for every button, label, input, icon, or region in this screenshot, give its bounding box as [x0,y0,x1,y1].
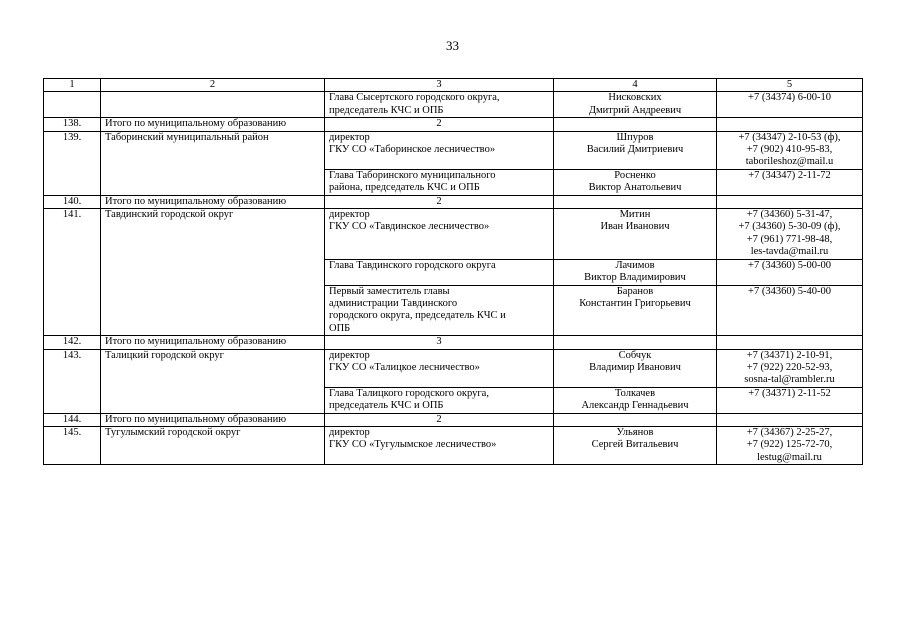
contact-cell-line: lestug@mail.ru [757,451,822,463]
empty-cell [554,336,717,349]
municipality-name: Талицкий городской округ [101,349,325,413]
municipality-name: Тугулымский городской округ [101,426,325,464]
total-count: 2 [325,413,554,426]
row-number: 142. [44,336,101,349]
position-cell-line: председатель КЧС и ОПБ [329,400,444,412]
position-cell-line: Глава Талицкого городского округа, [329,387,489,399]
empty-cell [554,195,717,208]
contact-cell [717,131,863,169]
contact-cell-line: +7 (34347) 2-10-53 (ф), [738,131,841,143]
table-row [44,209,863,260]
municipality-name: Тавдинский городской округ [101,209,325,336]
contact-cell-line: +7 (34347) 2-11-72 [748,169,831,181]
contact-cell [717,285,863,336]
person-cell-line: Виктор Анатольевич [588,182,682,194]
person-cell [554,387,717,413]
position-cell-line: городского округа, председатель КЧС и [329,310,506,322]
contact-cell-line: +7 (902) 410-95-83, [746,144,833,156]
contact-cell-line: taborileshoz@mail.u [745,156,834,168]
contact-cell-line: +7 (34371) 2-10-91, [746,349,833,361]
row-number: 144. [44,413,101,426]
total-count: 2 [325,118,554,131]
person-cell-line: Собчук [618,349,652,361]
empty-cell [554,118,717,131]
table-header-row [44,79,863,92]
total-row [44,336,863,349]
contact-cell [717,209,863,260]
position-cell-line: ГКУ СО «Тавдинское лесничество» [329,221,490,233]
empty-cell [554,413,717,426]
position-cell-line: ГКУ СО «Талицкое лесничество» [329,361,480,373]
contact-cell-line: +7 (34360) 5-40-00 [748,285,831,297]
contact-cell-line: +7 (34360) 5-30-09 (ф), [738,221,841,233]
contact-cell-line: les-tavda@mail.ru [750,246,829,258]
table-row [44,426,863,464]
contact-cell-line: +7 (34360) 5-00-00 [748,259,831,271]
municipality-name: Итого по муниципальному образованию [101,336,325,349]
person-cell-line: Василий Дмитриевич [586,144,684,156]
position-cell-line: Глава Сысертского городского округа, [329,92,500,104]
person-cell-line: Виктор Владимирович [584,272,686,284]
position-cell [325,169,554,195]
position-cell [325,426,554,464]
position-cell [325,131,554,169]
position-cell-line: председатель КЧС и ОПБ [329,104,444,116]
contact-cell-line: +7 (34371) 2-11-52 [748,387,831,399]
contact-cell [717,259,863,285]
municipality-name: Итого по муниципальному образованию [101,413,325,426]
empty-cell [717,336,863,349]
contact-cell [717,349,863,387]
person-cell [554,169,717,195]
contact-cell-line: +7 (922) 125-72-70, [746,439,833,451]
person-cell [554,92,717,118]
header-cell: 4 [554,79,717,92]
person-cell-line: Нисковских [608,92,662,104]
total-row [44,195,863,208]
position-cell-line: Глава Таборинского муниципального [329,169,496,181]
position-cell-line: ОПБ [329,322,351,334]
person-cell [554,209,717,260]
person-cell-line: Сергей Витальевич [591,439,679,451]
empty-cell [717,413,863,426]
contact-cell-line: +7 (34360) 5-31-47, [746,209,833,221]
person-cell-line: Ульянов [616,426,654,438]
person-cell-line: Баранов [616,285,654,297]
total-count: 3 [325,336,554,349]
table-row [44,349,863,387]
empty-cell [717,195,863,208]
person-cell-line: Дмитрий Андреевич [588,104,682,116]
contact-cell [717,92,863,118]
page-number: 33 [446,38,459,53]
header-cell: 1 [44,79,101,92]
position-cell-line: Глава Тавдинского городского округа [329,259,496,271]
total-row [44,118,863,131]
row-number [44,92,101,118]
position-cell-line: ГКУ СО «Таборинское лесничество» [329,144,496,156]
position-cell-line: директор [329,426,370,438]
position-cell-line: Первый заместитель главы [329,285,450,297]
position-cell-line: ГКУ СО «Тугулымское лесничество» [329,439,497,451]
position-cell [325,259,554,285]
position-cell-line: района, председатель КЧС и ОПБ [329,182,480,194]
contact-cell-line: +7 (34367) 2-25-27, [746,426,833,438]
contact-cell [717,426,863,464]
person-cell-line: Константин Григорьевич [579,297,691,309]
empty-cell [717,118,863,131]
total-count: 2 [325,195,554,208]
position-cell [325,387,554,413]
header-cell: 5 [717,79,863,92]
position-cell-line: директор [329,209,370,221]
person-cell-line: Александр Геннадьевич [581,400,689,412]
row-number: 145. [44,426,101,464]
contact-cell-line: +7 (922) 220-52-93, [746,361,833,373]
contact-cell [717,169,863,195]
person-cell-line: Владимир Иванович [589,361,681,373]
person-cell-line: Лачимов [615,259,655,271]
person-cell-line: Митин [619,209,651,221]
header-cell: 2 [101,79,325,92]
header-cell: 3 [325,79,554,92]
person-cell-line: Росненко [614,169,656,181]
position-cell [325,349,554,387]
position-cell [325,92,554,118]
position-cell-line: директор [329,349,370,361]
contact-cell [717,387,863,413]
table-row [44,131,863,169]
position-cell [325,209,554,260]
position-cell [325,285,554,336]
person-cell [554,349,717,387]
municipality-name: Итого по муниципальному образованию [101,118,325,131]
municipality-name [101,92,325,118]
person-cell [554,131,717,169]
contact-cell-line: +7 (961) 771-98-48, [746,233,833,245]
row-number: 138. [44,118,101,131]
row-number: 140. [44,195,101,208]
position-cell-line: директор [329,131,370,143]
total-row [44,413,863,426]
table-row [44,92,863,118]
municipality-name: Таборинский муниципальный район [101,131,325,195]
contact-cell-line: sosna-tal@rambler.ru [744,374,835,386]
row-number: 143. [44,349,101,413]
person-cell-line: Толкачев [614,387,656,399]
person-cell-line: Шпуров [616,131,654,143]
person-cell [554,285,717,336]
person-cell-line: Иван Иванович [600,221,670,233]
contact-cell-line: +7 (34374) 6-00-10 [748,92,831,104]
contacts-table [43,78,863,465]
row-number: 141. [44,209,101,336]
row-number: 139. [44,131,101,195]
position-cell-line: администрации Тавдинского [329,297,458,309]
municipality-name: Итого по муниципальному образованию [101,195,325,208]
person-cell [554,259,717,285]
person-cell [554,426,717,464]
